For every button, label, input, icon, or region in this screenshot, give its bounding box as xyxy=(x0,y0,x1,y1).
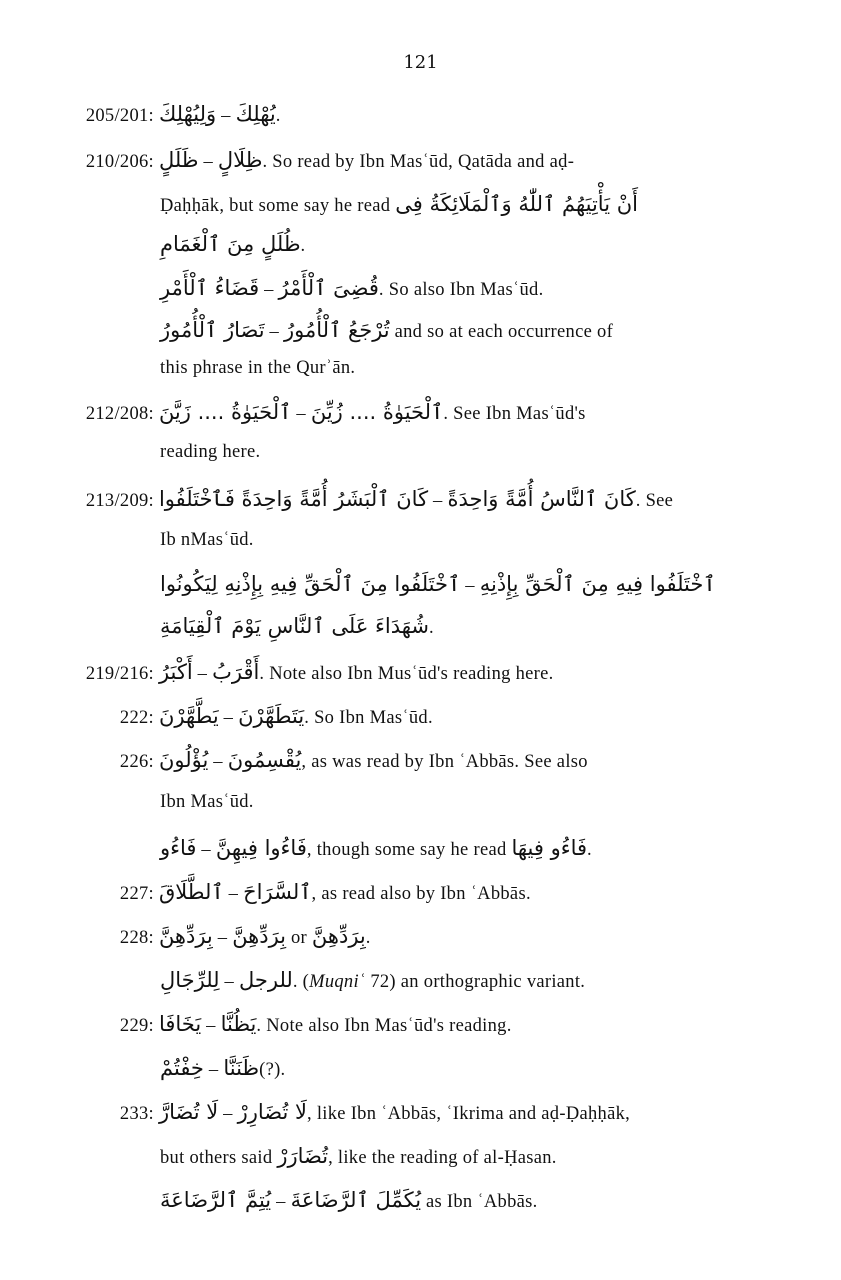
entry-line xyxy=(66,400,586,425)
arabic-variant: لَا تُضَارِرْ xyxy=(237,1100,307,1124)
entry-line xyxy=(66,1100,630,1125)
commentary-text: . Note also Ibn Masʿūd's reading. xyxy=(256,1016,512,1036)
commentary-text: 72) an orthographic variant. xyxy=(365,972,586,992)
entry-line xyxy=(66,148,574,173)
arabic-reading: قَضَاءُ ٱلْأَمْرِ xyxy=(160,276,260,300)
entry-line xyxy=(160,836,592,861)
commentary-text: . So Ibn Masʿūd. xyxy=(304,708,433,728)
commentary-text: but others said xyxy=(160,1148,278,1168)
page-number: 121 xyxy=(403,52,438,73)
arabic-variant: للرجل xyxy=(238,968,293,992)
arabic-reading: ٱلْحَيَوٰةُ .... زَيَّنَ xyxy=(158,400,292,424)
arabic-reading: لَا تُضَارَّ xyxy=(158,1100,219,1124)
entry-line xyxy=(160,1188,538,1213)
arabic-reading: لِلرِّجَالِ xyxy=(160,968,220,992)
arabic-reading: تُضَارَرْ xyxy=(277,1144,329,1168)
verse-reference: 212/208: xyxy=(85,404,154,424)
arabic-reading: ٱخْتَلَفُوا مِنَ ٱلْحَقِّ فِيهِ بِإِذْنِهِ لِيَكُونُوا xyxy=(160,572,461,596)
arabic-variant: كَانَ ٱلنَّاسُ أُمَّةً وَاحِدَةً xyxy=(447,487,636,511)
separator: – xyxy=(201,1016,221,1036)
commentary-text: . So also Ibn Masʿūd. xyxy=(378,280,544,300)
arabic-reading: يَخَافَا xyxy=(158,1012,202,1036)
commentary-text: Ib nMasʿūd. xyxy=(160,530,254,550)
commentary-text: , like the reading of al-Ḥasan. xyxy=(328,1148,557,1168)
arabic-reading: أَنْ يَأْتِيَهُمُ ٱللّٰهُ وَٱلْمَلَائِكَةُ فِى xyxy=(395,192,638,216)
verse-reference: 228: xyxy=(119,928,154,948)
arabic-variant: يُهْلِكَ xyxy=(235,102,276,126)
arabic-reading: وَلِيُهْلِكَ xyxy=(158,102,217,126)
entry-line xyxy=(160,358,355,379)
entry-line xyxy=(66,487,673,512)
entry-line xyxy=(160,792,254,813)
arabic-variant: قُضِىَ ٱلْأَمْرُ xyxy=(278,276,379,300)
arabic-variant: تُرْجَعُ ٱلْأُمُورُ xyxy=(284,318,390,342)
entry-line xyxy=(66,748,588,773)
commentary-text: . ( xyxy=(292,972,310,992)
entry-line xyxy=(160,968,585,993)
entry-line xyxy=(66,924,371,949)
verse-reference: 233: xyxy=(119,1104,154,1124)
commentary-text: or xyxy=(286,928,312,948)
entry-line xyxy=(160,572,716,597)
arabic-variant: يُكَمِّلَ ٱلرَّضَاعَةَ xyxy=(290,1188,422,1212)
commentary-text: . So read by Ibn Masʿūd, Qatāda and aḍ- xyxy=(262,152,575,172)
separator: – xyxy=(196,840,216,860)
entry-line xyxy=(160,318,613,343)
commentary-text: (?). xyxy=(259,1060,286,1080)
separator: – xyxy=(203,1060,224,1080)
separator: – xyxy=(460,576,480,596)
commentary-text: . See xyxy=(635,491,674,511)
arabic-variant: ٱلْحَيَوٰةُ .... زُيِّنَ xyxy=(310,400,444,424)
commentary-text: . xyxy=(275,106,281,126)
verse-reference: 226: xyxy=(119,752,154,772)
commentary-text: . See Ibn Masʿūd's xyxy=(443,404,586,424)
entry-line xyxy=(160,442,260,463)
arabic-variant: يُقْسِمُونَ xyxy=(227,748,302,772)
arabic-reading: ظَلَلٍ xyxy=(158,148,199,172)
entry-line xyxy=(160,614,434,639)
verse-reference: 205/201: xyxy=(85,106,154,126)
separator: – xyxy=(198,152,218,172)
commentary-text: and so at each occurrence of xyxy=(389,322,614,342)
commentary-text: Ibn Masʿūd. xyxy=(160,792,254,812)
commentary-text: Ḍaḥḥāk, but some say he read xyxy=(160,196,396,216)
arabic-reading: بِرَدِّهِنَّ xyxy=(158,924,213,948)
entry-line xyxy=(66,660,554,685)
commentary-text: , as was read by Ibn ʿAbbās. See also xyxy=(301,752,588,772)
arabic-reading: ٱلطَّلَاقَ xyxy=(158,880,224,904)
commentary-text: . xyxy=(365,928,371,948)
commentary-text: . xyxy=(429,618,434,638)
separator: – xyxy=(428,491,448,511)
entry-line xyxy=(66,704,433,729)
verse-reference: 210/206: xyxy=(85,152,154,172)
separator: – xyxy=(271,1192,291,1212)
verse-reference: 222: xyxy=(119,708,154,728)
arabic-reading: يُتِمَّ ٱلرَّضَاعَةَ xyxy=(160,1188,272,1212)
arabic-reading: ظُلَلٍ مِنَ ٱلْغَمَامِ xyxy=(160,232,301,256)
arabic-reading: فَاءُو xyxy=(160,836,197,860)
arabic-variant: ٱلسَّرَاحَ xyxy=(243,880,312,904)
commentary-text: reading here. xyxy=(160,442,261,462)
entry-line xyxy=(160,1056,285,1081)
arabic-variant: ظَنَنَّا xyxy=(223,1056,260,1080)
source-title: Muqniʿ xyxy=(309,972,366,992)
arabic-reading: شُهَدَاءَ عَلَى ٱلنَّاسِ يَوْمَ ٱلْقِيَامَةِ xyxy=(160,614,430,638)
separator: – xyxy=(218,1104,238,1124)
commentary-text: , as read also by Ibn ʿAbbās. xyxy=(311,884,531,904)
separator: – xyxy=(208,752,228,772)
separator: – xyxy=(218,708,239,728)
separator: – xyxy=(216,106,236,126)
verse-reference: 229: xyxy=(119,1016,154,1036)
verse-reference: 213/209: xyxy=(85,491,154,511)
arabic-variant: ٱخْتَلَفُوا فِيهِ مِنَ ٱلْحَقِّ بِإِذْنِهِ xyxy=(479,572,716,596)
commentary-text: . xyxy=(587,840,592,860)
separator: – xyxy=(212,928,233,948)
separator: – xyxy=(264,322,285,342)
verse-reference: 227: xyxy=(119,884,154,904)
entry-line xyxy=(66,880,531,905)
arabic-reading: يُؤْلُونَ xyxy=(158,748,209,772)
entry-line xyxy=(160,530,254,551)
arabic-alternative: بِرَدِّهِنَّ xyxy=(311,924,366,948)
arabic-variant: فَاءُوا فِيهِنَّ xyxy=(215,836,307,860)
separator: – xyxy=(259,280,279,300)
arabic-variant: يَتَطَهَّرْنَ xyxy=(238,704,305,728)
entry-line xyxy=(160,1144,557,1169)
commentary-text: , though some say he read xyxy=(306,840,512,860)
arabic-alternative: فَاءُو فِيهَا xyxy=(511,836,588,860)
entry-line xyxy=(160,276,544,301)
entry-line xyxy=(160,232,305,257)
verse-reference: 219/216: xyxy=(85,664,154,684)
separator: – xyxy=(223,884,244,904)
commentary-text: . Note also Ibn Musʿūd's reading here. xyxy=(259,664,554,684)
arabic-variant: يَظُنَّا xyxy=(220,1012,257,1036)
separator: – xyxy=(219,972,239,992)
arabic-reading: تَصَارُ ٱلْأُمُورُ xyxy=(160,318,265,342)
separator: – xyxy=(192,664,213,684)
arabic-variant: ظِلَالٍ xyxy=(217,148,263,172)
arabic-reading: يَطَّهَّرْنَ xyxy=(158,704,219,728)
arabic-reading: كَانَ ٱلْبَشَرُ أُمَّةً وَاحِدَةً فَٱخْتَلَفُوا xyxy=(158,487,429,511)
entry-line xyxy=(66,1012,512,1037)
arabic-variant: أَقْرَبُ xyxy=(212,660,260,684)
arabic-reading: أَكْبَرُ xyxy=(158,660,193,684)
commentary-text: as Ibn ʿAbbās. xyxy=(421,1192,538,1212)
entry-line xyxy=(160,192,638,217)
separator: – xyxy=(291,404,311,424)
arabic-reading: خِفْتُمْ xyxy=(160,1056,204,1080)
commentary-text: . xyxy=(300,236,306,256)
commentary-text: , like Ibn ʿAbbās, ʿIkrima and aḍ-Ḍaḥḥāk, xyxy=(306,1104,631,1124)
entry-line xyxy=(66,102,281,127)
arabic-variant: بِرَدِّهِنَّ xyxy=(232,924,287,948)
commentary-text: this phrase in the Qurʾān. xyxy=(160,358,356,378)
